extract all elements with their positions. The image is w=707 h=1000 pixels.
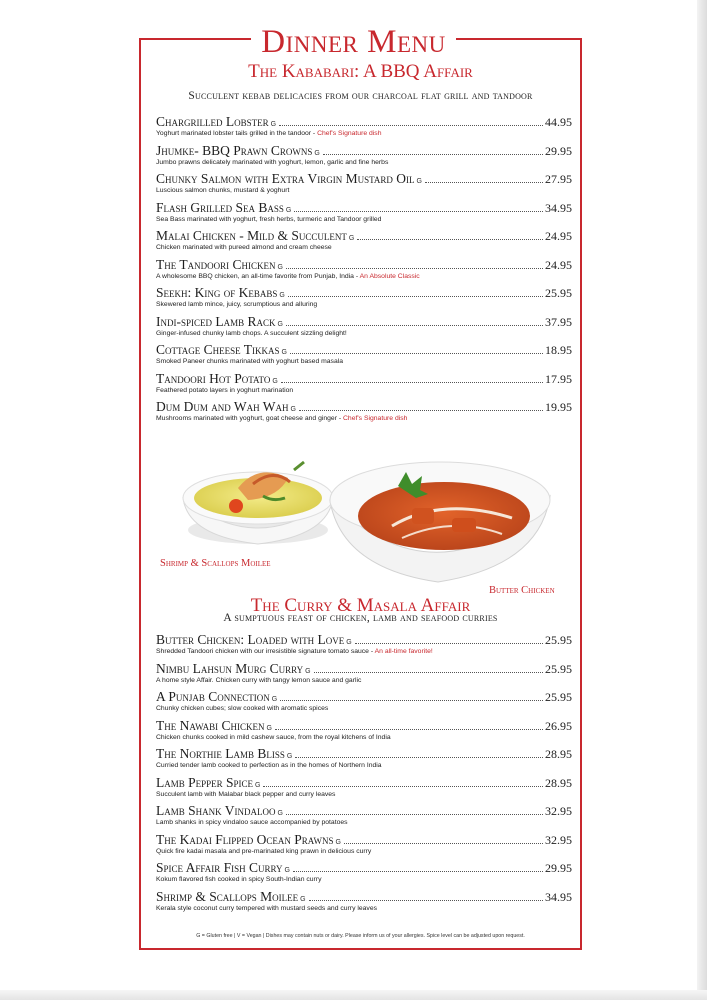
- menu-item: [156, 257, 572, 286]
- dish-description-text: Kerala style coconut curry tempered with mustard seeds and curry leaves: [156, 904, 377, 912]
- menu-item-row: [156, 399, 572, 414]
- dish-name: Tandoori Hot Potato: [156, 370, 271, 386]
- dot-leader: [323, 154, 543, 155]
- dish-name: Chargrilled Lobster: [156, 114, 269, 129]
- dish-price: 25.95: [545, 690, 572, 704]
- dish-description-text: A home style Affair. Chicken curry with tangy lemon sauce and garlic: [156, 676, 362, 684]
- gluten-free-mark: G: [277, 263, 283, 271]
- dish-description-text: Chicken marinated with pureed almond and cream cheese: [156, 244, 332, 251]
- dot-leader: [280, 700, 543, 701]
- dish-description: [156, 158, 572, 167]
- gluten-free-mark: G: [277, 320, 283, 328]
- menu-item: [156, 143, 572, 172]
- gluten-free-mark: G: [335, 838, 341, 846]
- dish-name: Shrimp & Scallops Moilee: [156, 888, 299, 904]
- menu-item-row: [156, 860, 572, 875]
- menu-item-row: [156, 661, 572, 676]
- dot-leader: [425, 182, 543, 183]
- dot-leader: [275, 729, 543, 730]
- shrimp-scallops-photo: [178, 448, 338, 548]
- menu-item: [156, 314, 572, 343]
- dot-leader: [281, 382, 543, 383]
- gluten-free-mark: G: [281, 349, 287, 356]
- dish-description: [156, 847, 572, 856]
- menu-item: [156, 371, 572, 400]
- dish-description-text: Quick fire kadai masala and pre-marinated king prawn in delicious curry: [156, 847, 372, 855]
- dot-leader: [290, 353, 543, 354]
- menu-item-row: [156, 718, 572, 733]
- dot-leader: [293, 871, 543, 872]
- dot-leader: [288, 296, 543, 297]
- dish-description: [156, 243, 572, 252]
- gluten-free-mark: G: [314, 149, 320, 157]
- dish-description-text: Smoked Paneer chunks marinated with yoghurt based masala: [156, 358, 344, 365]
- dish-name: Seekh: King of Kebabs: [156, 285, 278, 300]
- scan-bottom-strip: [0, 990, 707, 1000]
- dish-description-text: Chicken chunks cooked in mild cashew sauce, from the royal kitchens of India: [156, 733, 391, 741]
- menu-item: [156, 718, 572, 747]
- dish-description: [156, 676, 572, 685]
- dish-name: Lamb Shank Vindaloo: [156, 803, 276, 818]
- dish-description: [156, 875, 572, 884]
- gluten-free-mark: G: [305, 667, 311, 675]
- dish-note: Chef's Signature dish: [317, 130, 382, 137]
- dish-price: 32.95: [545, 804, 572, 818]
- dot-leader: [286, 814, 543, 815]
- section-subtitle-curry: A sumptuous feast of chicken, lamb and seafood curries: [223, 612, 498, 624]
- dish-description-text: Feathered potato layers in yoghurt marination: [156, 386, 294, 394]
- dish-price: 34.95: [545, 889, 572, 904]
- dish-description: [156, 904, 572, 913]
- dish-price: 44.95: [545, 115, 572, 129]
- dish-price: 19.95: [545, 400, 572, 414]
- menu-item: [156, 285, 572, 314]
- menu-item-row: [156, 228, 572, 243]
- dish-description-text: A wholesome BBQ chicken, an all-time favorite from Punjab, India -: [156, 272, 360, 280]
- dish-description-text: Jumbo prawns delicately marinated with yoghurt, lemon, garlic and fine herbs: [156, 158, 389, 166]
- dish-name: Malai Chicken - Mild & Succulent: [156, 228, 347, 243]
- photo-caption-right: Butter Chicken: [489, 585, 555, 596]
- dish-price: 28.95: [545, 775, 572, 790]
- menu-item-row: [156, 775, 572, 790]
- menu-item-row: [156, 342, 572, 357]
- dish-description: [156, 186, 572, 195]
- dish-description: [156, 215, 572, 224]
- menu-item: [156, 689, 572, 718]
- gluten-free-mark: G: [255, 781, 261, 789]
- dot-leader: [286, 325, 543, 326]
- dish-description: [156, 414, 572, 423]
- dish-description: [156, 647, 572, 656]
- dish-note: An all-time favorite!: [374, 648, 433, 655]
- scan-edge: [697, 0, 707, 1000]
- dish-description: [156, 329, 572, 338]
- dish-name: The Tandoori Chicken: [156, 256, 276, 272]
- dish-description: [156, 272, 572, 281]
- dish-description-text: Sea Bass marinated with yoghurt, fresh herbs, turmeric and Tandoor grilled: [156, 215, 382, 223]
- menu-item-row: [156, 285, 572, 300]
- menu-item-row: [156, 257, 572, 272]
- dish-price: 24.95: [545, 229, 572, 243]
- gluten-free-mark: G: [285, 206, 292, 214]
- dish-description: [156, 386, 572, 395]
- section-title-kababari: The Kababari: A BBQ Affair: [248, 61, 473, 82]
- menu-item-row: [156, 171, 572, 186]
- dish-price: 26.95: [545, 718, 572, 733]
- dish-name: Nimbu Lahsun Murg Curry: [156, 660, 304, 676]
- dish-description-text: Luscious salmon chunks, mustard & yoghurt: [156, 187, 290, 194]
- dish-name: Indi-spiced Lamb Rack: [156, 313, 276, 329]
- menu-item-row: [156, 632, 572, 647]
- gluten-free-mark: G: [348, 235, 355, 242]
- menu-item: [156, 746, 572, 775]
- menu-item-row: [156, 371, 572, 386]
- dish-description: [156, 733, 572, 742]
- dish-price: 29.95: [545, 143, 572, 158]
- dish-description-text: Ginger-infused chunky lamb chops. A succulent sizzling delight!: [156, 329, 347, 337]
- dish-description-text: Skewered lamb mince, juicy, scrumptious and alluring: [156, 301, 318, 308]
- gluten-free-mark: G: [286, 753, 293, 760]
- dot-leader: [357, 239, 543, 240]
- menu-item-row: [156, 314, 572, 329]
- dot-leader: [263, 786, 543, 787]
- dish-description-text: Lamb shanks in spicy vindaloo sauce accompanied by potatoes: [156, 819, 348, 826]
- menu-title: Dinner Menu: [251, 24, 455, 60]
- dot-leader: [344, 843, 543, 844]
- dish-name: Lamb Pepper Spice: [156, 774, 254, 790]
- dish-name: Dum Dum and Wah Wah: [156, 399, 289, 414]
- dish-price: 28.95: [545, 747, 572, 761]
- dish-description: [156, 790, 572, 799]
- dish-name: Jhumke- BBQ Prawn Crowns: [156, 142, 313, 158]
- menu-item-row: [156, 832, 572, 847]
- menu-item: [156, 775, 572, 804]
- gluten-free-mark: G: [346, 639, 352, 646]
- menu-item-row: [156, 889, 572, 904]
- menu-item: [156, 228, 572, 257]
- menu-item: [156, 803, 572, 832]
- menu-item: [156, 200, 572, 229]
- menu-item-row: [156, 114, 572, 129]
- menu-item-row: [156, 746, 572, 761]
- menu-item: [156, 114, 572, 143]
- gluten-free-mark: G: [271, 696, 278, 703]
- dish-description: [156, 761, 572, 770]
- dish-description: [156, 704, 572, 713]
- title-wrap: [0, 24, 707, 60]
- dish-name: The Kadai Flipped Ocean Prawns: [156, 831, 334, 847]
- dish-price: 27.95: [545, 172, 572, 186]
- menu-item: [156, 832, 572, 861]
- dish-description-text: Yoghurt marinated lobster tails grilled in the tandoor -: [156, 130, 318, 137]
- gluten-free-mark: G: [290, 406, 296, 413]
- dish-name: The Northie Lamb Bliss: [156, 746, 285, 761]
- dot-leader: [286, 268, 543, 269]
- dish-note: Chef's Signature dish: [343, 415, 408, 422]
- dish-description-text: Kokum flavored fish cooked in spicy South-Indian curry: [156, 876, 322, 883]
- gluten-free-mark: G: [277, 810, 283, 817]
- gluten-free-mark: G: [270, 121, 277, 128]
- menu-item: [156, 171, 572, 200]
- dish-price: 29.95: [545, 861, 572, 875]
- menu-item-row: [156, 143, 572, 158]
- section-subtitle-kababari: Succulent kebab delicacies from our charcoal flat grill and tandoor: [188, 90, 533, 102]
- dish-description: [156, 818, 572, 827]
- dish-name: Cottage Cheese Tikkas: [156, 342, 280, 357]
- dish-price: 17.95: [545, 371, 572, 386]
- menu-item: [156, 342, 572, 371]
- dish-name: The Nawabi Chicken: [156, 717, 265, 733]
- photo-caption-left: Shrimp & Scallops Moilee: [160, 558, 271, 569]
- section-title-curry: The Curry & Masala Affair: [250, 595, 471, 616]
- dish-name: Chunky Salmon with Extra Virgin Mustard Oil: [156, 171, 415, 186]
- dish-price: 18.95: [545, 343, 572, 357]
- kababari-items: [156, 114, 572, 428]
- menu-item: [156, 889, 572, 918]
- dish-description-text: Chunky chicken cubes; slow cooked with aromatic spices: [156, 705, 329, 712]
- dot-leader: [314, 672, 543, 673]
- dish-price: 25.95: [545, 633, 572, 647]
- dish-description-text: Shredded Tandoori chicken with our irresistible signature tomato sauce -: [156, 648, 375, 655]
- gluten-free-mark: G: [300, 895, 306, 903]
- dish-description-text: Succulent lamb with Malabar black pepper and curry leaves: [156, 790, 336, 798]
- dish-price: 34.95: [545, 200, 572, 215]
- gluten-free-mark: G: [272, 377, 278, 385]
- menu-item: [156, 860, 572, 889]
- butter-chicken-photo: [322, 456, 554, 586]
- dish-description: [156, 357, 572, 366]
- dish-name: A Punjab Connection: [156, 689, 270, 704]
- dot-leader: [295, 757, 543, 758]
- gluten-free-mark: G: [416, 178, 422, 185]
- menu-item-row: [156, 689, 572, 704]
- menu-item: [156, 661, 572, 690]
- dish-price: 24.95: [545, 257, 572, 272]
- dish-name: Flash Grilled Sea Bass: [156, 199, 284, 215]
- dish-description-text: Mushrooms marinated with yoghurt, goat cheese and ginger -: [156, 415, 344, 422]
- menu-item-row: [156, 200, 572, 215]
- dish-description: [156, 300, 572, 309]
- menu-item: [156, 632, 572, 661]
- gluten-free-mark: G: [266, 724, 272, 732]
- dish-price: 25.95: [545, 286, 572, 300]
- dish-description: [156, 129, 572, 138]
- gluten-free-mark: G: [284, 867, 290, 874]
- menu-footer-note: G = Gluten free | V = Vegan | Dishes may contain nuts or dairy. Please inform us of your allergies. Spice level can be adjusted upon request.: [196, 933, 525, 939]
- dish-price: 37.95: [545, 314, 572, 329]
- dish-name: Butter Chicken: Loaded with Love: [156, 632, 345, 647]
- dot-leader: [294, 211, 543, 212]
- dish-name: Spice Affair Fish Curry: [156, 860, 283, 875]
- dish-description-text: Curried tender lamb cooked to perfection as in the homes of Northern India: [156, 762, 382, 769]
- menu-item: [156, 399, 572, 428]
- dish-price: 32.95: [545, 832, 572, 847]
- curry-items: [156, 632, 572, 917]
- dot-leader: [355, 643, 543, 644]
- dish-note: An Absolute Classic: [359, 272, 420, 280]
- dot-leader: [279, 125, 543, 126]
- dish-price: 25.95: [545, 661, 572, 676]
- dot-leader: [309, 900, 543, 901]
- dot-leader: [299, 410, 543, 411]
- menu-item-row: [156, 803, 572, 818]
- gluten-free-mark: G: [279, 292, 285, 299]
